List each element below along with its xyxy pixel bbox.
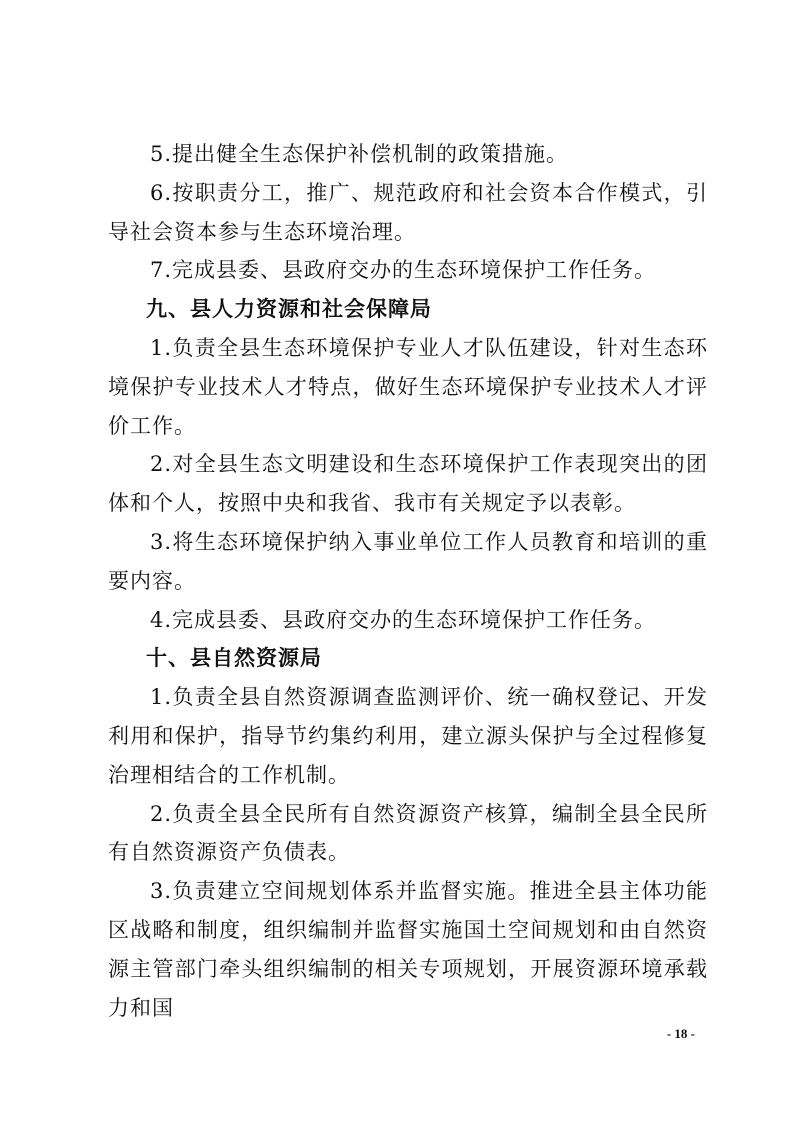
paragraph-item-6: 6.按职责分工，推广、规范政府和社会资本合作模式，引导社会资本参与生态环境治理。	[108, 180, 708, 244]
document-body	[108, 135, 708, 1027]
paragraph-item-2: 2.负责全县全民所有自然资源资产核算，编制全县全民所有自然资源资产负债表。	[108, 801, 708, 865]
paragraph-item-1: 1.负责全县生态环境保护专业人才队伍建设，针对生态环境保护专业技术人才特点，做好生态环境保护专业技术人才评价工作。	[108, 335, 708, 438]
section-heading-natural-resources: 十、县自然资源局	[146, 646, 322, 671]
page-number: - 18 -	[666, 1026, 695, 1041]
paragraph-item-5: 5.提出健全生态保护补偿机制的政策措施。	[150, 142, 569, 166]
paragraph-item-2: 2.对全县生态文明建设和生态环境保护工作表现突出的团体和个人，按照中央和我省、我市有关规定予以表彰。	[108, 452, 708, 516]
paragraph-item-7: 7.完成县委、县政府交办的生态环境保护工作任务。	[150, 258, 657, 283]
paragraph-item-3: 3.负责建立空间规划体系并监督实施。推进全县主体功能区战略和制度，组织编制并监督实施国土空间规划和由自然资源主管部门牵头组织编制的相关专项规划，开展资源环境承载力和国	[108, 879, 708, 1020]
paragraph-item-4: 4.完成县委、县政府交办的生态环境保护工作任务。	[150, 607, 657, 632]
paragraph-item-3: 3.将生态环境保护纳入事业单位工作人员教育和培训的重要内容。	[108, 529, 708, 593]
paragraph-item-1: 1.负责全县自然资源调查监测评价、统一确权登记、开发利用和保护，指导节约集约利用，建立源头保护与全过程修复治理相结合的工作机制。	[108, 685, 708, 787]
section-heading-hrss: 九、县人力资源和社会保障局	[146, 297, 432, 322]
